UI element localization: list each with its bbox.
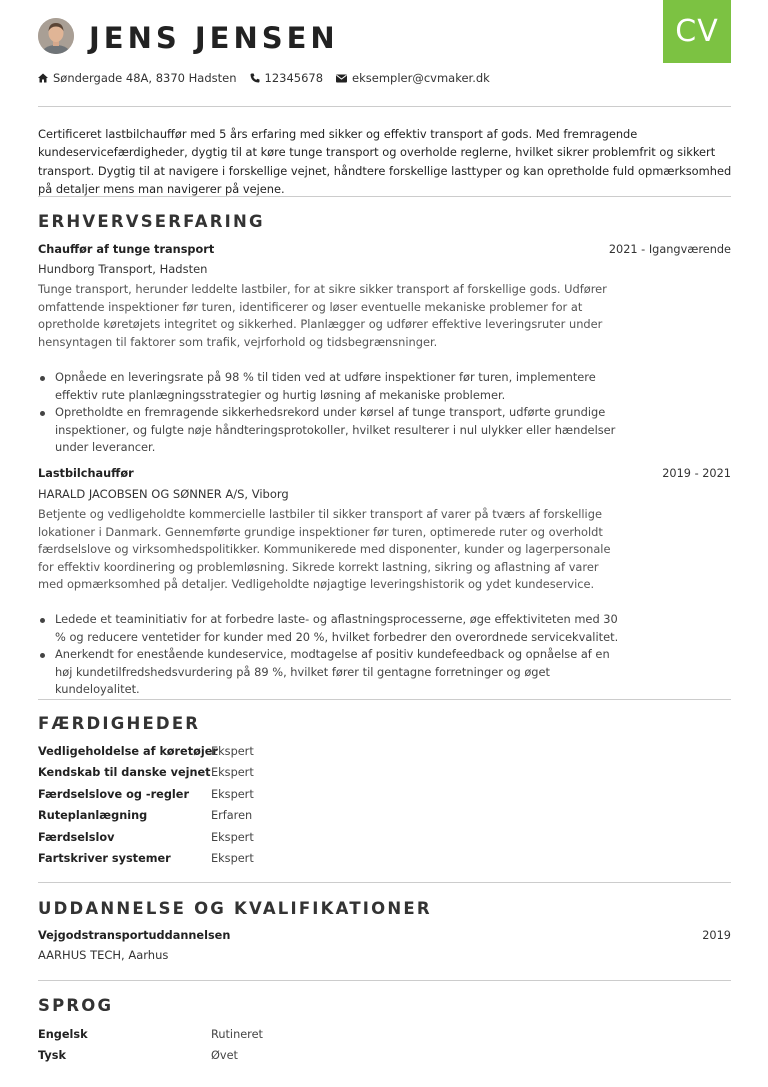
section-title-languages: SPROG: [38, 996, 114, 1015]
skill-row: [38, 827, 438, 848]
languages-list: [38, 1024, 438, 1067]
skill-level: Ekspert: [211, 830, 254, 844]
list-item: Opnåede en leveringsrate på 98 % til tiden ved at udføre inspektioner før turen, implementere effektiv rute planlægningsstrategier og hurtig løsning af mekaniske problemer.: [38, 369, 628, 404]
skill-row: [38, 784, 438, 805]
divider: [38, 196, 731, 197]
language-level: Rutineret: [211, 1028, 263, 1041]
job-description: Tunge transport, herunder leddelte lastbiler, for at sikre sikker transport af forskellige gods. Udfører omfattende inspektioner før turen, identificerer og løser eventuelle mekaniske problemer for at opretholde køretøjets integritet og sikkerhed. Planlægger og udfører effektive leveringsruter under hensyntagen til faktorer som trafik, vejrforhold og tidsbegrænsninger.: [38, 282, 607, 349]
section-title-experience: ERHVERVSERFARING: [38, 212, 265, 231]
skill-level: Ekspert: [211, 766, 254, 780]
job-header: [38, 465, 731, 483]
candidate-name: JENS JENSEN: [89, 21, 339, 55]
skill-name: Færdselslov: [38, 830, 115, 844]
job-position: Lastbilchauffør: [38, 467, 134, 480]
skill-row: [38, 741, 438, 762]
job-position: Chauffør af tunge transport: [38, 243, 215, 256]
section-title-education: UDDANNELSE OG KVALIFIKATIONER: [38, 899, 432, 918]
skill-name: Færdselslove og -regler: [38, 787, 190, 801]
skill-row: [38, 848, 438, 869]
skill-level: Ekspert: [211, 851, 254, 865]
job-company: HARALD JACOBSEN OG SØNNER A/S, Viborg: [38, 487, 289, 501]
contact-email[interactable]: [336, 71, 490, 85]
skill-name: Kendskab til danske vejnet: [38, 766, 211, 780]
summary: Certificeret lastbilchauffør med 5 års erfaring med sikker og effektiv transport af gods. Med fremragende kundeservicefærdigheder, dygtig til at køre tunge transport og overholde reglerne, hvilket sikrer problemfrit og sikkert transport. Dygtig til at navigere i forskellige vejnet, håndtere forskellige lasttyper og kan opretholde fuld opmærksomhed på detaljer mens man navigerer på vejene.: [38, 127, 732, 196]
skill-name: Ruteplanlægning: [38, 809, 148, 823]
envelope-icon: [336, 74, 347, 83]
contact-phone: [250, 71, 324, 85]
address-text: Søndergade 48A, 8370 Hadsten: [53, 71, 237, 85]
contact-info: [38, 70, 503, 86]
contact-address: [38, 71, 237, 85]
education-school: AARHUS TECH, Aarhus: [38, 948, 169, 962]
skill-row: [38, 762, 438, 783]
skill-name: Fartskriver systemer: [38, 851, 171, 865]
job-description: Betjente og vedligeholdte kommercielle lastbiler til sikker transport af varer på tværs af forskellige lokationer i Danmark. Gennemførte grundige inspektioner før turen, optimerede ruter og overholdt færdselslove og virksomhedspolitikker. Kommunikerede med disponenter, kunder og lagerpersonale for effektiv koordinering og problemløsning. Sikrede korrekt lastning, sikring og aflastning af varer med opmærksomhed på detaljer. Vedligeholdte nøjagtige leveringshistorik og ydet kundeservice.: [38, 507, 611, 592]
email-text[interactable]: eksempler@cvmaker.dk: [352, 71, 490, 85]
language-level: Øvet: [211, 1049, 238, 1063]
avatar: [38, 18, 74, 54]
skills-list: [38, 741, 438, 869]
language-name: Engelsk: [38, 1028, 88, 1041]
divider: [38, 980, 731, 981]
skill-level: Ekspert: [211, 745, 254, 758]
job-company: Hundborg Transport, Hadsten: [38, 262, 208, 276]
education-year: 2019: [702, 929, 731, 942]
phone-icon: [250, 73, 260, 83]
job-header: [38, 241, 731, 259]
job-dates: 2019 - 2021: [662, 467, 731, 480]
phone-text: 12345678: [264, 71, 324, 85]
home-icon: [38, 73, 48, 83]
section-title-skills: FÆRDIGHEDER: [38, 714, 201, 733]
divider: [38, 699, 731, 700]
job-achievements: [38, 369, 628, 457]
language-row: [38, 1024, 438, 1045]
education-header: [38, 927, 731, 945]
list-item: Opretholdte en fremragende sikkerhedsrekord under kørsel af tunge transport, udførte grundige inspektioner, og fulgte nøje håndteringsprotokoller, hvilket resulterer i nul ulykker eller hændelser under leverancer.: [38, 404, 628, 457]
divider: [38, 882, 731, 883]
job-dates: 2021 - Igangværende: [608, 243, 731, 256]
education-degree: Vejgodstransportuddannelsen: [38, 929, 231, 942]
skill-level: Ekspert: [211, 787, 254, 801]
list-item: Ledede et teaminitiativ for at forbedre laste- og aflastningsprocesserne, øge effektiviteten med 30 % og reducere ventetider for kunder med 20 %, hvilket forbedrer den overordnede servicekvalitet.: [38, 611, 628, 646]
skill-name: Vedligeholdelse af køretøjer: [38, 745, 218, 758]
divider: [38, 106, 731, 107]
skill-level: Erfaren: [211, 809, 253, 823]
language-name: Tysk: [38, 1049, 66, 1063]
language-row: [38, 1045, 438, 1066]
cv-badge: CV: [663, 0, 731, 63]
list-item: Anerkendt for enestående kundeservice, modtagelse af positiv kundefeedback og opnåelse af en høj kundetilfredshedsvurdering på 89 %, hvilket fører til gentagne forretninger og øget kundeloyalitet.: [38, 646, 628, 699]
skill-row: [38, 805, 438, 826]
job-achievements: [38, 611, 628, 699]
